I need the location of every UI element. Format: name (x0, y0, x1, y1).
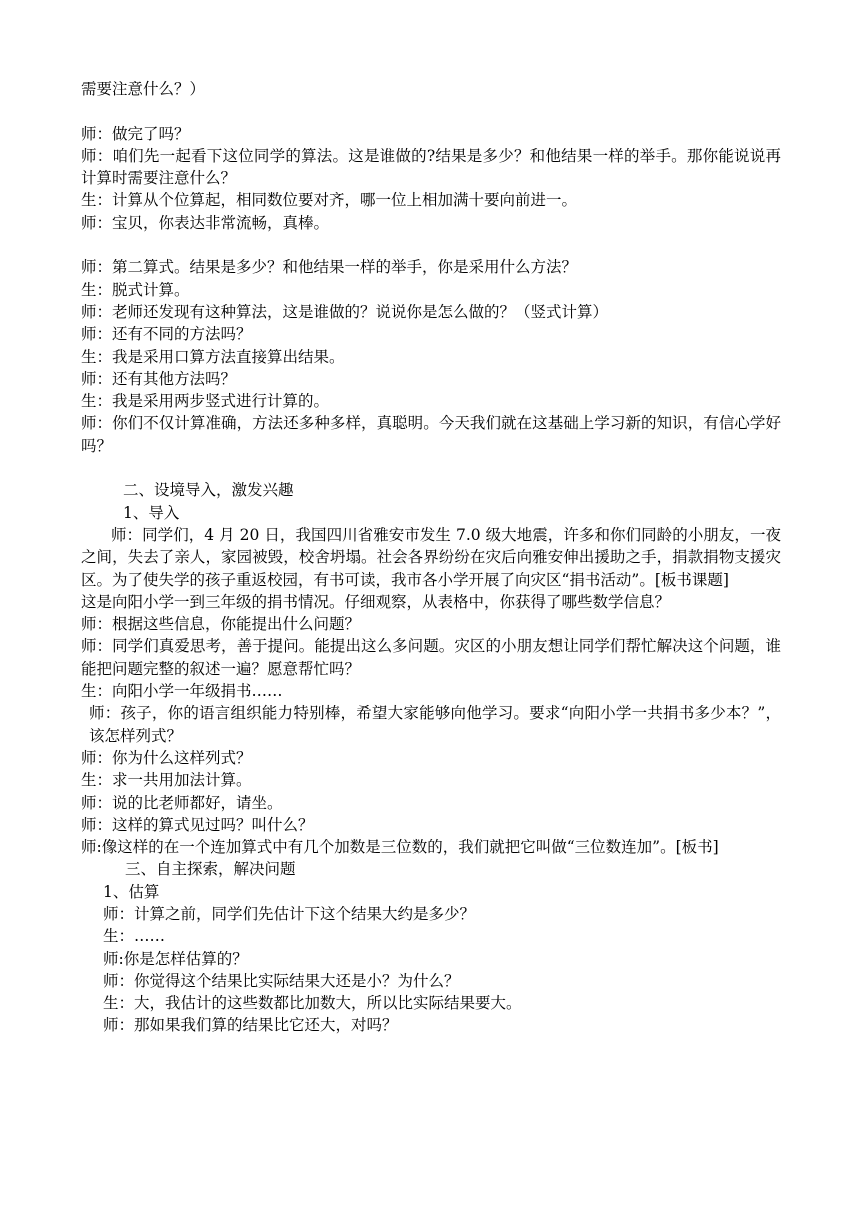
blank-line (81, 457, 781, 479)
text-line: 师：说的比老师都好，请坐。 (81, 793, 283, 812)
text-line: 生：脱式计算。 (81, 280, 190, 299)
text-line: 生：求一共用加法计算。 (81, 771, 252, 790)
text-line: 这是向阳小学一到三年级的捐书情况。仔细观察，从表格中，你获得了哪些数学信息？ (81, 592, 671, 611)
text-line: 师：计算之前，同学们先估计下这个结果大约是多少？ (103, 904, 476, 923)
section-heading: 二、设境导入，激发兴趣 (123, 481, 294, 500)
text-line: 师：你觉得这个结果比实际结果大还是小？为什么？ (103, 971, 460, 990)
text-line: 师:像这样的在一个连加算式中有几个加数是三位数的，我们就把它叫做“三位数连加”。[板书] (81, 838, 719, 857)
text-line: 需要注意什么？） (81, 80, 206, 98)
text-line: 生：我是采用两步竖式进行计算的。 (81, 392, 330, 411)
section-heading: 三、自主探索，解决问题 (125, 860, 296, 879)
paragraph: 师：同学们，4 月 20 日，我国四川省雅安市发生 7.0 级大地震，许多和你们同龄的小朋友，一夜之间，失去了亲人，家园被毁，校舍坍塌。社会各界纷纷在灾后向雅安伸出援助之手，捐款捐物支援灾区。为了使失学的孩子重返校园，有书可读，我市各小学开展了向灾区“捐书活动”。[板书课题] (81, 525, 781, 589)
document-body (81, 78, 781, 1037)
text-line: 生：计算从个位算起，相同数位要对齐，哪一位上相加满十要向前进一。 (81, 191, 578, 210)
text-line: 师：咱们先一起看下这位同学的算法。这是谁做的?结果是多少？和他结果一样的举手。那你能说说再计算时需要注意什么？ (81, 146, 781, 188)
blank-line (81, 100, 781, 122)
text-line: 师：你为什么这样列式？ (81, 748, 252, 767)
text-line: 师：还有不同的方法吗？ (81, 325, 252, 344)
text-line: 师：老师还发现有这种算法，这是谁做的？说说你是怎么做的？（竖式计算） (81, 302, 609, 321)
text-line: 师：根据这些信息，你能提出什么问题？ (81, 615, 361, 634)
text-line: 师：那如果我们算的结果比它还大，对吗？ (103, 1016, 398, 1035)
text-line: 师：孩子，你的语言组织能力特别棒，希望大家能够向他学习。要求“向阳小学一共捐书多少本？”，该怎样列式？ (89, 704, 781, 745)
text-line: 师：做完了吗？ (81, 124, 190, 143)
text-line: 师:你是怎样估算的？ (103, 949, 248, 968)
text-line: 师：同学们真爱思考，善于提问。能提出这么多问题。灾区的小朋友想让同学们帮忙解决这个问题，谁能把问题完整的叙述一遍？愿意帮忙吗？ (81, 637, 781, 678)
text-line: 生：大，我估计的这些数都比加数大，所以比实际结果要大。 (103, 994, 522, 1013)
text-line: 师：还有其他方法吗？ (81, 369, 237, 388)
text-line: 师：你们不仅计算准确，方法还多种多样，真聪明。今天我们就在这基础上学习新的知识，有信心学好吗？ (81, 414, 781, 455)
text-line: 生：向阳小学一年级捐书…… (81, 682, 283, 701)
text-line: 师：宝贝，你表达非常流畅，真棒。 (81, 213, 330, 232)
subsection-heading: 1、估算 (103, 882, 160, 901)
text-line: 生：我是采用口算方法直接算出结果。 (81, 347, 345, 366)
text-line: 师：这样的算式见过吗？叫什么？ (81, 815, 314, 834)
text-line: 师：第二算式。结果是多少？和他结果一样的举手，你是采用什么方法？ (81, 258, 578, 277)
blank-line (81, 234, 781, 256)
text-line: 生：…… (103, 927, 166, 946)
subsection-heading: 1、导入 (123, 503, 180, 522)
